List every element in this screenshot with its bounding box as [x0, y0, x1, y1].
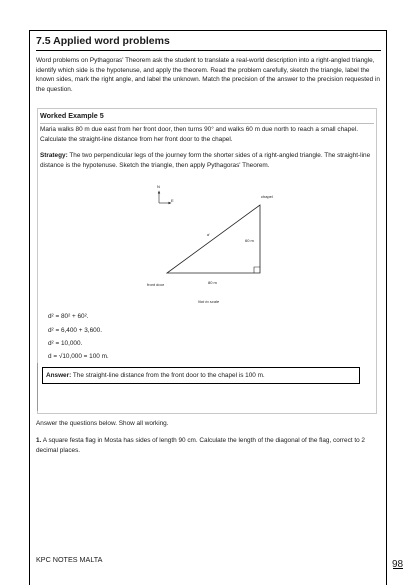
compass-east-label: E	[171, 198, 174, 203]
strategy-text: The two perpendicular legs of the journey form the shorter sides of a right-angled triangle. The straight-line distance is the hypotenuse. Sketch the triangle, then apply Pythagoras' Theorem.	[40, 152, 371, 169]
triangle-diagram	[140, 180, 285, 310]
example-problem: Maria walks 80 m due east from her front door, then turns 90° and walks 60 m due north to reach a small chapel. Calculate the straight-line distance from her front door to the chapel.	[40, 126, 358, 143]
strategy-label: Strategy:	[40, 152, 68, 159]
worked-example-title: Worked Example 5	[40, 111, 374, 124]
page-number: 98	[392, 559, 404, 570]
working-step: d² = 10,000.	[48, 340, 83, 347]
question-number: 1.	[36, 437, 42, 444]
chapel-label: chapel	[261, 194, 273, 199]
vertical-side-label: 60 m	[245, 238, 254, 243]
right-angle-marker	[254, 267, 260, 273]
not-to-scale-note: Not to scale	[198, 299, 220, 304]
exercise-instructions: Answer the questions below. Show all working.	[36, 420, 169, 427]
answer-box	[42, 367, 360, 384]
horizontal-side-label: 80 m	[208, 280, 217, 285]
page-number-underline	[393, 568, 403, 569]
footer-text: KPC NOTES MALTA	[36, 555, 103, 564]
working-step: d = √10,000 = 100 m.	[48, 353, 109, 360]
compass-north-label: N	[157, 184, 160, 189]
front-door-label: front door	[147, 282, 165, 287]
section-title: 7.5 Applied word problems	[36, 35, 381, 51]
working-step: d² = 80² + 60².	[48, 313, 89, 320]
answer-label: Answer:	[46, 372, 72, 379]
section-intro: Word problems on Pythagoras' Theorem ask the student to translate a real-world description into a right-angled triangle, identify which side is the hypotenuse, and apply the theorem. Read the problem carefully, sketch the triangle, label the known sides, mark the right angle, and label the unknown. Match the precision of the answer to the precision requested in the question.	[36, 57, 380, 93]
working-step: d² = 6,400 + 3,600.	[48, 327, 103, 334]
compass-icon	[157, 184, 174, 204]
section	[36, 35, 381, 94]
question-text: A square festa flag in Mosta has sides of length 90 cm. Calculate the length of the diagonal of the flag, correct to 2 decimal places.	[36, 437, 365, 454]
question-1	[36, 436, 366, 455]
answer-text: The straight-line distance from the front door to the chapel is 100 m.	[71, 372, 265, 379]
example-strategy	[40, 151, 374, 170]
hypotenuse-label: d	[207, 232, 210, 237]
